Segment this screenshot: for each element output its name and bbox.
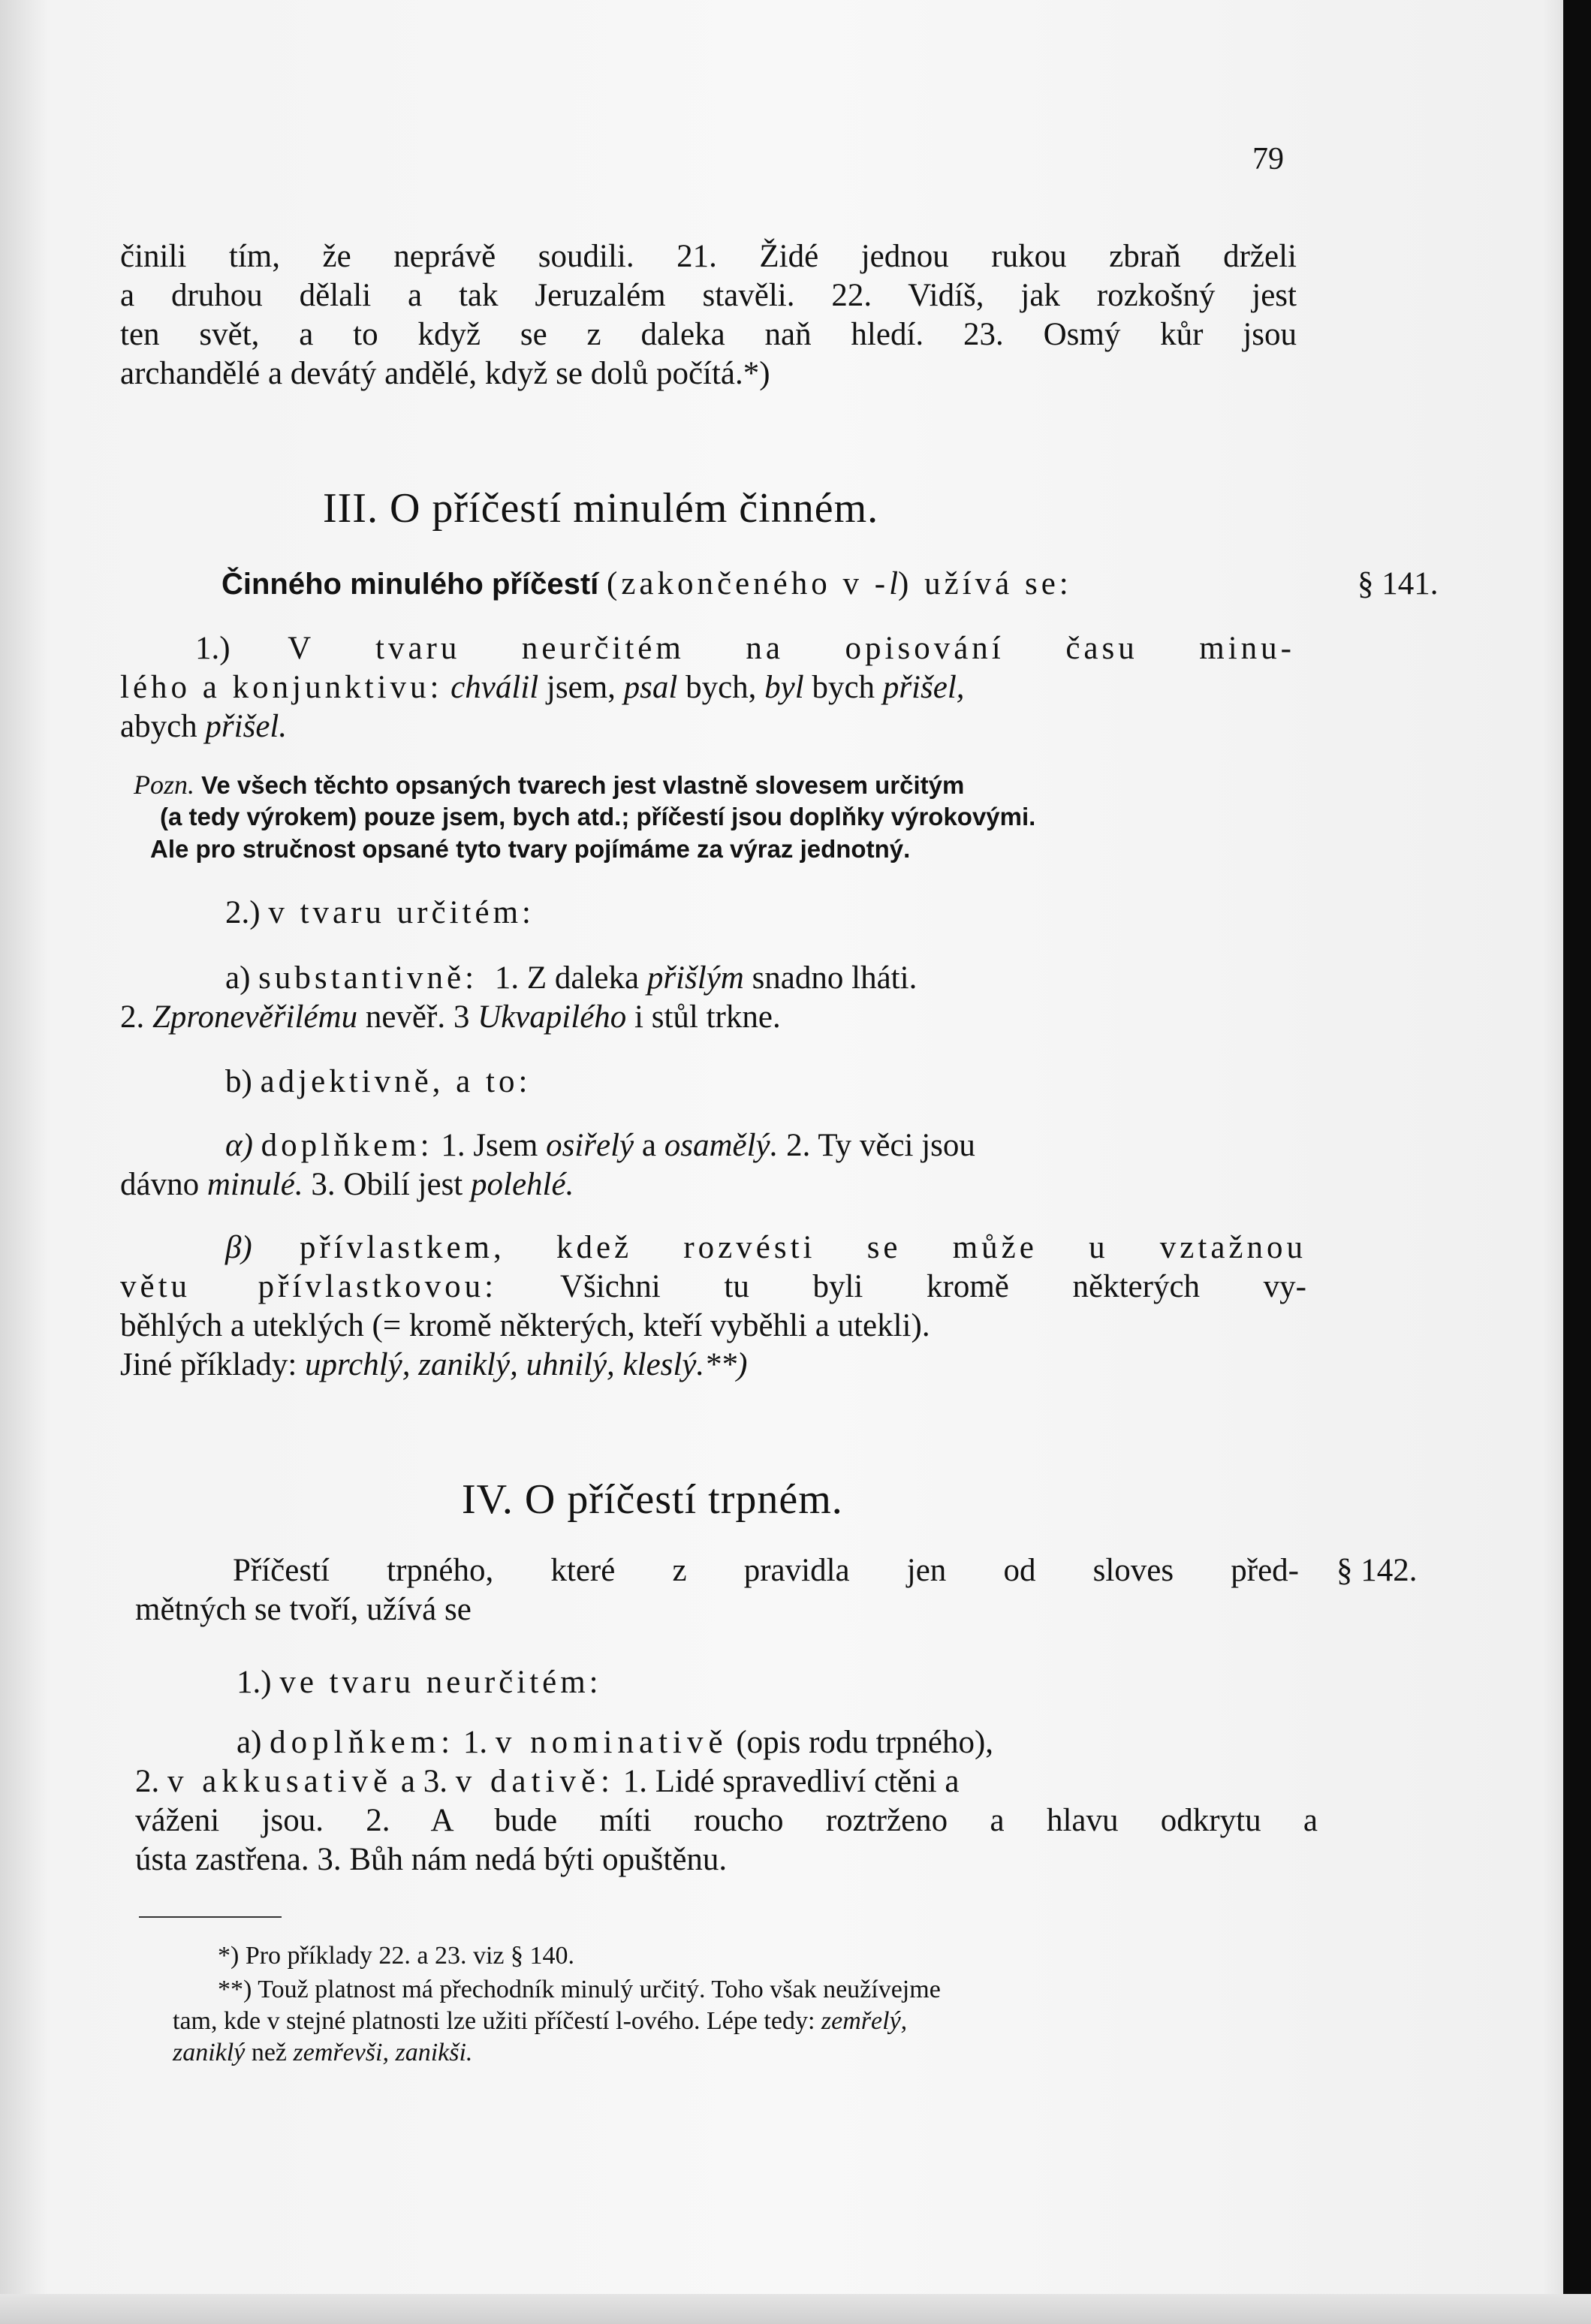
s3-a2-text-3: i stůl trkne. [634,999,781,1035]
s4-point-1-text: ve tvaru neurčitém: [279,1665,602,1700]
lead-text: (zakončeného v - [607,566,890,601]
intro-line-3: ten svět, a to když se z daleka naň hledí. 23. Osmý kůr jsou [120,317,1297,352]
note-label: Pozn. [134,770,194,800]
s3-point-1-line-1 [195,629,1295,668]
s3-alpha-line-2 [120,1165,574,1204]
s3-a-label: a) [225,960,251,996]
intro-line-2: a druhou dělali a tak Jeruzalém stavěli. 22. Vidíš, jak rozkošný jest [120,278,1297,313]
lead-end: ) užívá se: [898,566,1072,601]
footnote-2-line-1: **) Touž platnost má přechodník minulý určitý. Toho však neužívejme [218,1976,941,2003]
footnote-2-text-2: než [251,2039,287,2066]
example-ukvapileho: Ukvapilého [478,999,627,1035]
s3-beta-text-4: Jiné příklady: [120,1347,297,1382]
s3-beta-lead: přívlastkem, kdež rozvésti se může u vztažnou [299,1230,1307,1265]
s3-a-line-2 [120,998,781,1037]
s3-a-lead: substantivně: [258,960,478,996]
example-psal: psal [623,670,678,705]
lead-bold-term: Činného minulého příčestí [221,568,599,601]
text-bych: bych, [686,670,757,705]
s3-point-1-line-2 [120,668,965,707]
s3-point-2-number: 2.) [225,895,261,930]
footnote-1: *) Pro příklady 22. a 23. viz § 140. [218,1942,574,1970]
s4-a-line-3: váženi jsou. 2. A bude míti roucho roztrženo a hlavu odkrytu a [135,1803,1318,1838]
text-abych: abych [120,709,197,744]
s3-alpha-line-1 [225,1126,975,1165]
paragraph-ref-141: § 141. [1357,566,1439,601]
text-bych-2: bych [812,670,875,705]
footnote-rule [139,1916,282,1918]
s3-point-1-number: 1.) [195,631,231,666]
s3-a2-text-2: nevěř. 3 [365,999,470,1035]
scan-edge-bottom [0,2294,1591,2324]
s4-a-nominative: v nominativě [495,1725,728,1760]
s3-a-text-2: snadno lháti. [752,960,918,996]
example-osirely: osiřelý [546,1128,634,1163]
s3-b-line [225,1063,531,1102]
example-prisel-2: přišel. [205,709,288,744]
s4-a2-text-3: 1. Lidé spravedliví ctěni a [622,1764,960,1799]
example-list-uprchly: uprchlý, zaniklý, uhnilý, kleslý.**) [305,1347,748,1382]
s4-a-text-2: (opis rodu trpného), [736,1725,994,1760]
text-jsem: jsem, [546,670,616,705]
example-zanikly: zaniklý [173,2039,246,2066]
example-chvalil: chválil [450,670,539,705]
s4-a-line-1 [237,1723,993,1762]
example-zemrely: zemřelý, [821,2007,908,2035]
s4-a-line-2 [135,1762,960,1801]
s3-point-1-line-3 [120,707,287,746]
footnote-2-text: tam, kde v stejné platnosti lze užiti příčestí l-ového. Lépe tedy: [173,2007,815,2035]
s4-a-lead: doplňkem: [270,1725,456,1760]
note-line-3: Ale pro stručnost opsané tyto tvary pojímáme za výraz jednotný. [150,835,911,863]
example-byl: byl [764,670,804,705]
s3-beta-text-2: Všichni tu byli kromě některých vy- [559,1269,1306,1304]
example-osamely: osamělý. [664,1128,779,1163]
s4-a2-text-1: 2. [135,1764,160,1799]
s3-alpha-text-3: 2. Ty věci jsou [786,1128,975,1163]
s3-a2-text-1: 2. [120,999,145,1035]
example-zemrevsi: zemřevši, zanikši. [293,2039,473,2066]
note-line-2: (a tedy výrokem) pouze jsem, bych atd.; příčestí jsou doplňky výrokovými. [160,803,1036,830]
scan-edge-right [1563,0,1591,2324]
s4-a2-dative: v dativě: [455,1764,615,1799]
note-text-1: Ve všech těchto opsaných tvarech jest vlastně slovesem určitým [201,771,965,799]
s4-a2-text-2: a 3. [400,1764,447,1799]
section-4-lead-line-1: Příčestí trpného, které z pravidla jen od sloves před- [233,1553,1299,1588]
s3-beta-lead-2: větu přívlastkovou: [120,1269,498,1304]
example-polehle: polehlé. [471,1167,574,1202]
note-line-1 [134,770,1294,800]
example-prislym: přišlým [646,960,744,996]
section-4-heading: IV. O příčestí trpném. [462,1476,843,1523]
s3-alpha2-text-2: 3. Obilí jest [311,1167,463,1202]
intro-line-1: činili tím, že neprávě soudili. 21. Židé jednou rukou zbraň drželi [120,239,1297,274]
s3-beta-line-3: běhlých a uteklých (= kromě některých, kteří vyběhli a utekli). [120,1308,930,1343]
intro-line-4: archandělé a devátý andělé, když se dolů počítá.*) [120,356,770,391]
s3-a-text-1: 1. Z daleka [494,960,640,996]
s3-alpha-lead: doplňkem: [261,1128,433,1163]
s4-a-label: a) [237,1725,262,1760]
page-number: 79 [1252,142,1284,176]
s3-alpha2-text-1: dávno [120,1167,200,1202]
s3-point-2-text: v tvaru určitém: [268,895,535,930]
section-4-lead-line-2: mětných se tvoří, užívá se [135,1592,472,1627]
s3-alpha-label: α) [225,1128,253,1163]
s3-beta-line-1 [225,1228,1306,1267]
s3-b-text: adjektivně, a to: [260,1064,532,1099]
s3-beta-line-4 [120,1346,748,1385]
s3-alpha-text-2: a [641,1128,656,1163]
lead-l-suffix: l [889,566,899,601]
s3-beta-line-2 [120,1267,1306,1307]
section-3-heading: III. O příčestí minulém činném. [323,485,879,532]
s3-point-2 [225,894,535,933]
s4-a2-akkusative: v akkusativě [167,1764,393,1799]
s3-a-line-1 [225,959,917,998]
s4-a-line-4: ústa zastřena. 3. Bůh nám nedá býti opuštěnu. [135,1842,728,1877]
s4-point-1-number: 1.) [237,1665,272,1700]
example-prisel: přišel, [882,670,965,705]
paragraph-ref-142: § 142. [1336,1553,1418,1588]
example-minule: minulé. [206,1167,303,1202]
s4-a-text-1: 1. [463,1725,488,1760]
example-zpronevereilemu: Zpronevěřilému [152,999,358,1035]
s3-beta-label: β) [225,1230,252,1265]
footnote-2-line-2 [173,2006,907,2036]
s3-point-1-text: V tvaru neurčitém na opisování času minu- [288,631,1296,666]
footnote-2-line-3 [173,2038,472,2068]
s3-b-label: b) [225,1064,252,1099]
section-3-lead [221,565,1072,604]
s3-alpha-text-1: 1. Jsem [441,1128,538,1163]
s3-point-1-lead: lého a konjunktivu: [120,670,443,705]
s4-point-1 [237,1663,602,1702]
